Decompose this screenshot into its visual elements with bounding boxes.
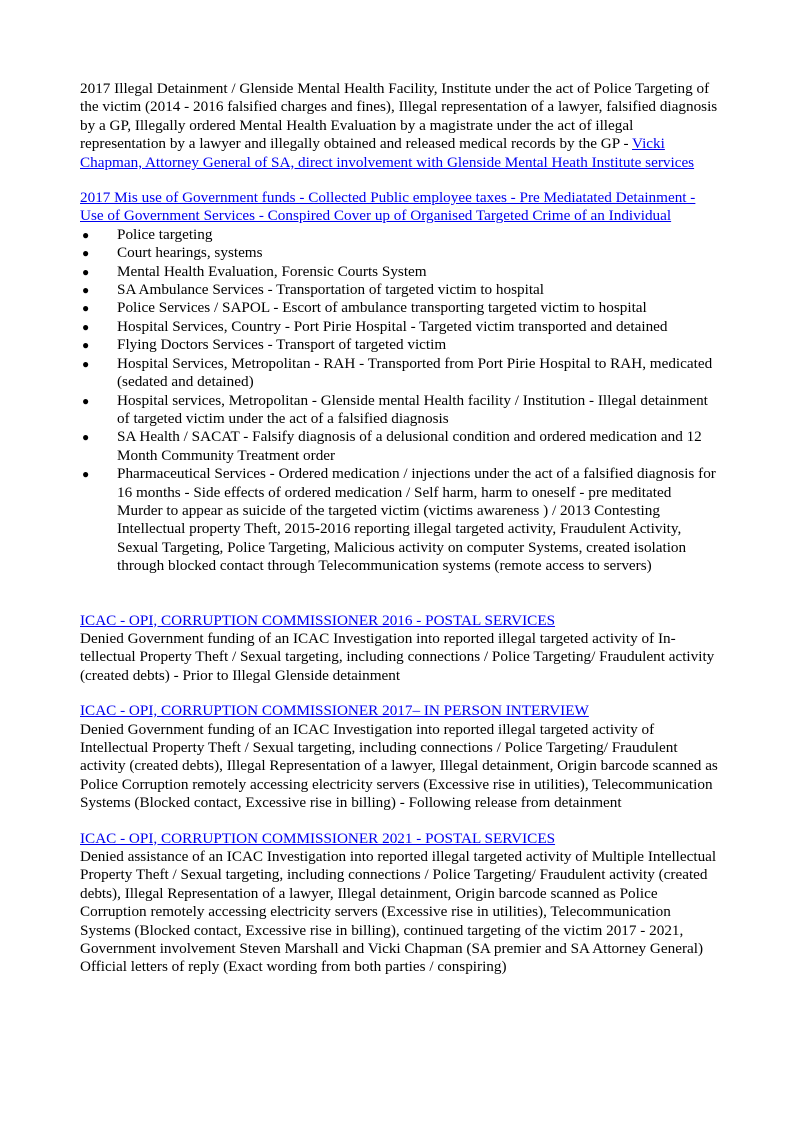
misuse-list [80,226,720,576]
list-item-text: Pharmaceutical Services - Ordered medication / injections under the act of a falsified diagnosis for 16 months - Side effects of ordered medication / Self harm, harm to oneself - pre meditated Murder to appear as suicide of the targeted victim (victims awareness ) / 2013 Contesting Intellectual property Theft, 2015-2016 reporting illegal targeted activity, Fraudulent Activity, Sexual Targeting, Police Targeting, Malicious activity on computer Systems, created isolation through blocked contact through Telecommunication systems (remote access to servers) [117,465,716,575]
list-item-text: SA Ambulance Services - Transportation of targeted victim to hospital [117,281,545,299]
list-item [80,318,720,336]
list-item-text: Police targeting [117,225,213,243]
bullet-icon: ● [82,319,90,334]
bullet-icon: ● [82,264,90,279]
bullet-icon: ● [82,467,90,482]
list-item [80,336,720,354]
intro-link[interactable]: Vicki Chapman, Attorney General of SA, direct involvement with Glenside Mental Heath Institute services [80,135,695,171]
bullet-icon: ● [82,301,90,316]
list-item [80,263,720,281]
list-item-text: Hospital Services, Metropolitan - RAH - Transported from Port Pirie Hospital to RAH, medicated (sedated and detained) [117,354,713,391]
intro-text: 2017 Illegal Detainment / Glenside Mental Health Facility, Institute under the act of Police Targeting of the victim (2014 - 2016 falsified charges and fines), Illegal representation of a lawyer, falsified diagnosis by a GP, Illegally ordered Mental Health Evaluation by a magistrate under the act of illegal representation by a lawyer and illegally obtained and released medical records by the GP - [80,80,718,153]
list-item [80,281,720,299]
list-item-text: Court hearings, systems [117,244,263,262]
icac-2021-body: Denied assistance of an ICAC Investigation into reported illegal targeted activity of Multiple Intellectual Property Theft / Sexual targeting, including connections / Police Targeting/ Fraudulent activity (created debts), Illegal Representation of a lawyer, Illegal detainment, Origin barcode scanned as Police Corruption remotely accessing electricity servers (Excessive rise in utilities), Telecommunication Systems (Blocked contact, Excessive rise in billing), continued targeting of the victim 2017 - 2021, Government involvement Steven Marshall and Vicki Chapman (SA premier and SA Attorney General) Official letters of reply (Exact wording from both parties / conspiring) [80,848,717,976]
bullet-icon: ● [82,338,90,353]
intro-paragraph [80,80,720,172]
icac-2016-section [80,612,720,686]
icac-2016-body: Denied Government funding of an ICAC Investigation into reported illegal targeted activity of In-tellectual Property Theft / Sexual targeting, including connections / Police Targeting/ Fraudulent activity (created debts) - Prior to Illegal Glenside detainment [80,629,715,684]
list-item [80,244,720,262]
list-item-text: SA Health / SACAT - Falsify diagnosis of a delusional condition and ordered medication and 12 Month Community Treatment order [117,428,702,464]
bullet-icon: ● [82,393,90,408]
list-item [80,428,720,465]
document-page [80,80,720,994]
icac-2016-title-link[interactable]: ICAC - OPI, CORRUPTION COMMISSIONER 2016 - POSTAL SERVICES [80,611,556,629]
bullet-icon: ● [82,430,90,445]
misuse-section [80,189,720,576]
list-item [80,299,720,317]
list-item [80,465,720,575]
list-item-text: Hospital services, Metropolitan - Glenside mental Health facility / Institution - Illegal detainment of targeted victim under the act of a falsified diagnosis [117,391,708,427]
list-item-text: Flying Doctors Services - Transport of targeted victim [117,336,447,354]
list-item-text: Police Services / SAPOL - Escort of ambulance transporting targeted victim to hospital [117,299,647,317]
bullet-icon: ● [82,246,90,261]
list-item [80,355,720,392]
icac-2021-section [80,830,720,977]
icac-2017-section [80,702,720,812]
bullet-icon: ● [82,227,90,242]
icac-2017-body: Denied Government funding of an ICAC Investigation into reported illegal targeted activity of Intellectual Property Theft / Sexual targeting, including connections / Police Targeting/ Fraudulent activity (created debts), Illegal Representation of a lawyer, Illegal detainment, Origin barcode scanned as Police Corruption remotely accessing electricity servers (Excessive rise in utilities), Telecommunication Systems (Blocked contact, Excessive rise in billing) - Following release from detainment [80,720,718,812]
list-item-text: Mental Health Evaluation, Forensic Courts System [117,262,427,280]
icac-2017-title-link[interactable]: ICAC - OPI, CORRUPTION COMMISSIONER 2017– IN PERSON INTERVIEW [80,702,589,720]
bullet-icon: ● [82,356,90,371]
icac-2021-title-link[interactable]: ICAC - OPI, CORRUPTION COMMISSIONER 2021 - POSTAL SERVICES [80,829,556,847]
misuse-heading-link[interactable]: 2017 Mis use of Government funds - Collected Public employee taxes - Pre Mediatated Detainment - Use of Government Services - Conspired Cover up of Organised Targeted Crime of an Individual [80,189,696,225]
bullet-icon: ● [82,283,90,298]
list-item [80,392,720,429]
list-item-text: Hospital Services, Country - Port Pirie Hospital - Targeted victim transported and detained [117,317,668,335]
list-item [80,226,720,244]
